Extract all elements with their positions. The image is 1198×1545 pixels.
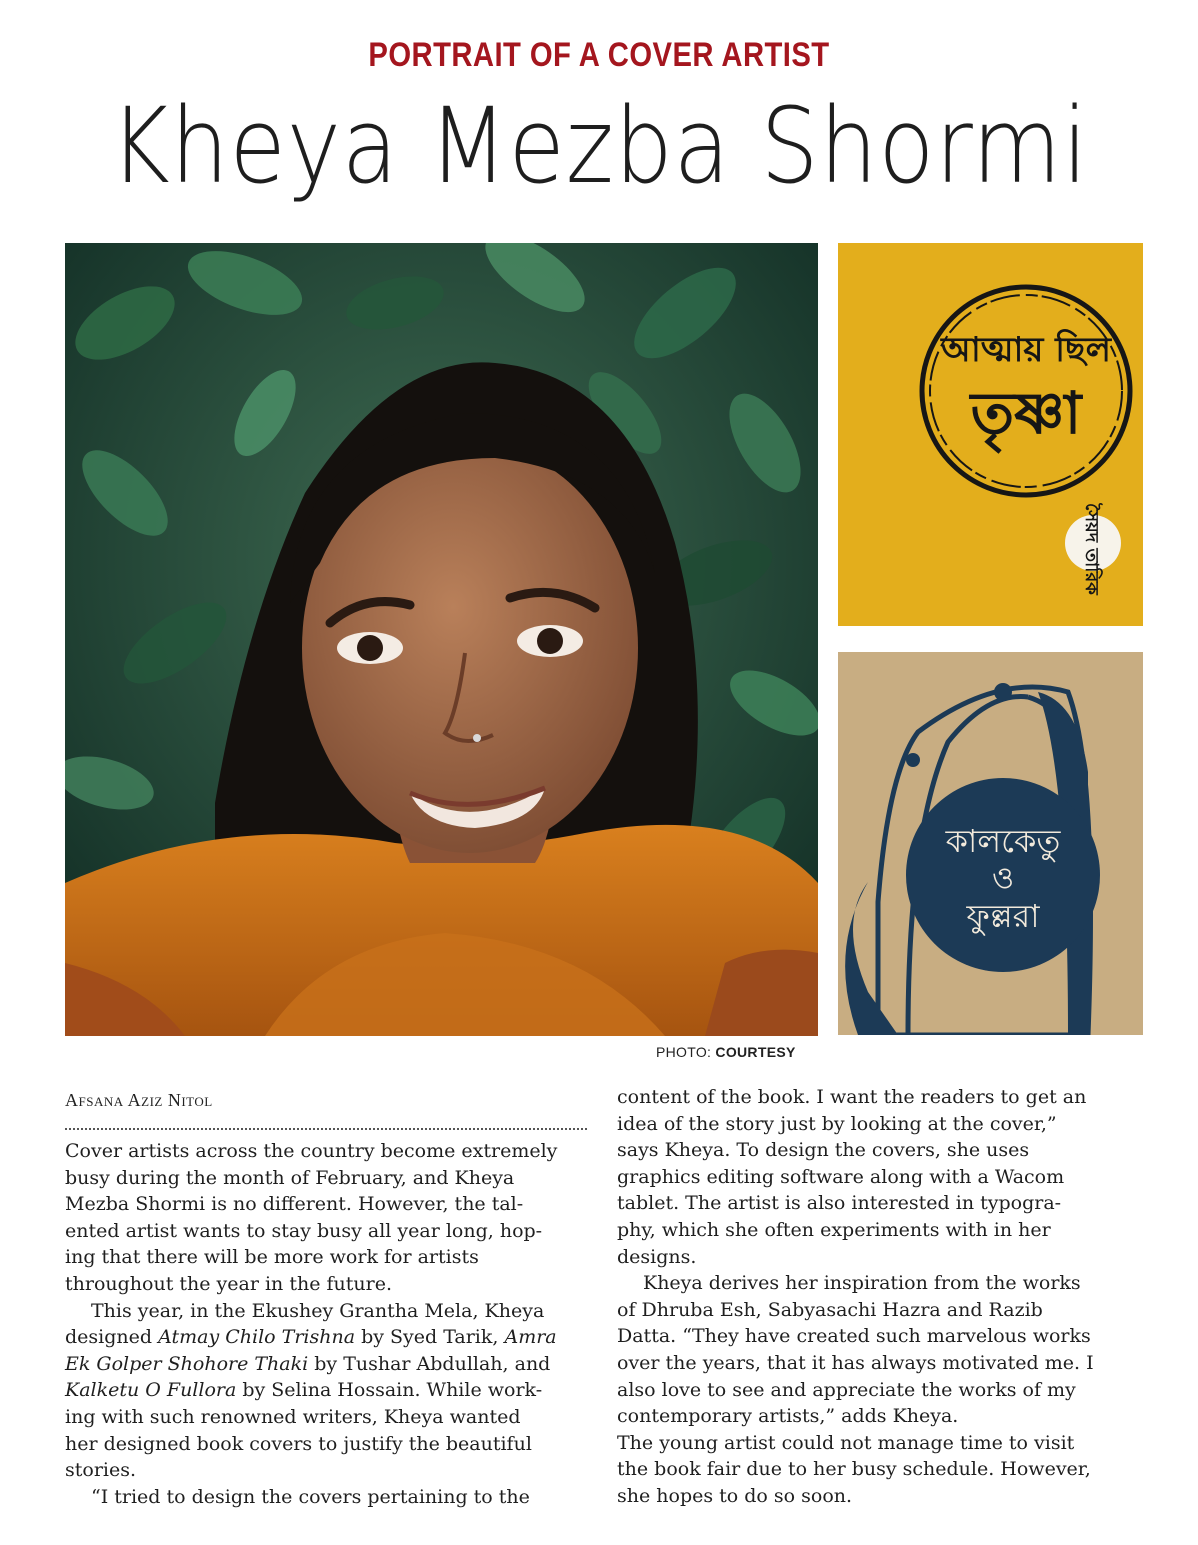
portrait-photo	[65, 243, 818, 1036]
text-line: idea of the story just by looking at the cover,”	[617, 1112, 1057, 1135]
section-kicker: PORTRAIT OF A COVER ARTIST	[368, 36, 830, 74]
text-line: Ek Golper Shohore Thaki by Tushar Abdullah, and	[65, 1352, 551, 1375]
photo-credit-value: COURTESY	[715, 1044, 796, 1060]
text-line: content of the book. I want the readers to get an	[617, 1086, 1087, 1108]
paragraph-4	[617, 1084, 1145, 1270]
text-line: contemporary artists,” adds Kheya.	[617, 1405, 959, 1428]
text-line: her designed book covers to justify the beautiful	[65, 1432, 532, 1455]
text-line: “I tried to design the covers pertaining to the	[91, 1485, 530, 1508]
cover2-title-line3: ফুল্লরা	[966, 897, 1040, 935]
text-line: designed Atmay Chilo Trishna by Syed Tarik, Amra	[65, 1326, 557, 1349]
book-title: Ek Golper Shohore Thaki	[65, 1352, 309, 1375]
book-title: Atmay Chilo Trishna	[158, 1326, 356, 1349]
text-line: over the years, that it has always motivated me. I	[617, 1351, 1094, 1374]
article-column-1	[65, 1138, 590, 1510]
cover2-title-line2: ও	[991, 861, 1015, 896]
text-line: Mezba Shormi is no different. However, the tal-	[65, 1193, 524, 1216]
cover2-title-line1: কালকেতু	[945, 822, 1061, 860]
author-byline: Afsana Aziz Nitol	[65, 1090, 213, 1110]
portrait-illustration	[65, 243, 818, 1036]
text-line: ented artist wants to stay busy all year long, hop-	[65, 1219, 543, 1242]
book-cover-kalketu-o-fullora	[838, 652, 1143, 1035]
paragraph-6	[617, 1430, 1145, 1510]
text-line: Kalketu O Fullora by Selina Hossain. While work-	[65, 1379, 543, 1402]
text-line: stories.	[65, 1459, 137, 1482]
book-title: Kalketu O Fullora	[65, 1379, 237, 1402]
paragraph-3	[65, 1484, 590, 1511]
cover1-title-line2: তৃষ্ণা	[970, 379, 1082, 447]
text-line: This year, in the Ekushey Grantha Mela, Kheya	[91, 1299, 545, 1322]
text-line: ing that there will be more work for artists	[65, 1246, 479, 1269]
photo-credit	[656, 1044, 796, 1060]
cover-artwork-2	[838, 652, 1143, 1035]
photo-credit-label: PHOTO:	[656, 1044, 712, 1060]
text-line: the book fair due to her busy schedule. However,	[617, 1458, 1091, 1481]
text-line: also love to see and appreciate the works of my	[617, 1378, 1076, 1401]
paragraph-2	[65, 1298, 590, 1484]
cover-artwork-1	[838, 243, 1143, 626]
text-line: The young artist could not manage time to visit	[617, 1431, 1075, 1454]
headline-text: Kheya Mezba Shormi	[109, 85, 1089, 207]
text-line: busy during the month of February, and Kheya	[65, 1166, 515, 1189]
book-cover-atmay-chilo-trishna	[838, 243, 1143, 626]
cover1-author: সৈয়দ তারিক	[1081, 503, 1102, 595]
paragraph-5	[617, 1270, 1145, 1430]
text-line: throughout the year in the future.	[65, 1272, 392, 1295]
text-line: phy, which she often experiments with in her	[617, 1218, 1051, 1241]
text-line: Kheya derives her inspiration from the works	[643, 1272, 1081, 1295]
text-line: she hopes to do so soon.	[617, 1484, 853, 1507]
text-line: says Kheya. To design the covers, she uses	[617, 1139, 1030, 1162]
text-line: tablet. The artist is also interested in typogra-	[617, 1192, 1062, 1215]
article-headline	[0, 86, 1198, 206]
byline-divider	[65, 1128, 587, 1130]
text-line: graphics editing software along with a Wacom	[617, 1165, 1065, 1188]
text-line: of Dhruba Esh, Sabyasachi Hazra and Razib	[617, 1298, 1043, 1321]
article-column-2	[617, 1084, 1145, 1510]
book-title: Amra	[504, 1326, 557, 1349]
text-line: Cover artists across the country become extremely	[65, 1140, 558, 1162]
text-line: Datta. “They have created such marvelous works	[617, 1325, 1091, 1348]
text-line: ing with such renowned writers, Kheya wanted	[65, 1405, 521, 1428]
cover1-title-line1: আত্মায় ছিল	[941, 330, 1111, 370]
text-line: designs.	[617, 1245, 697, 1268]
paragraph-1	[65, 1138, 590, 1298]
